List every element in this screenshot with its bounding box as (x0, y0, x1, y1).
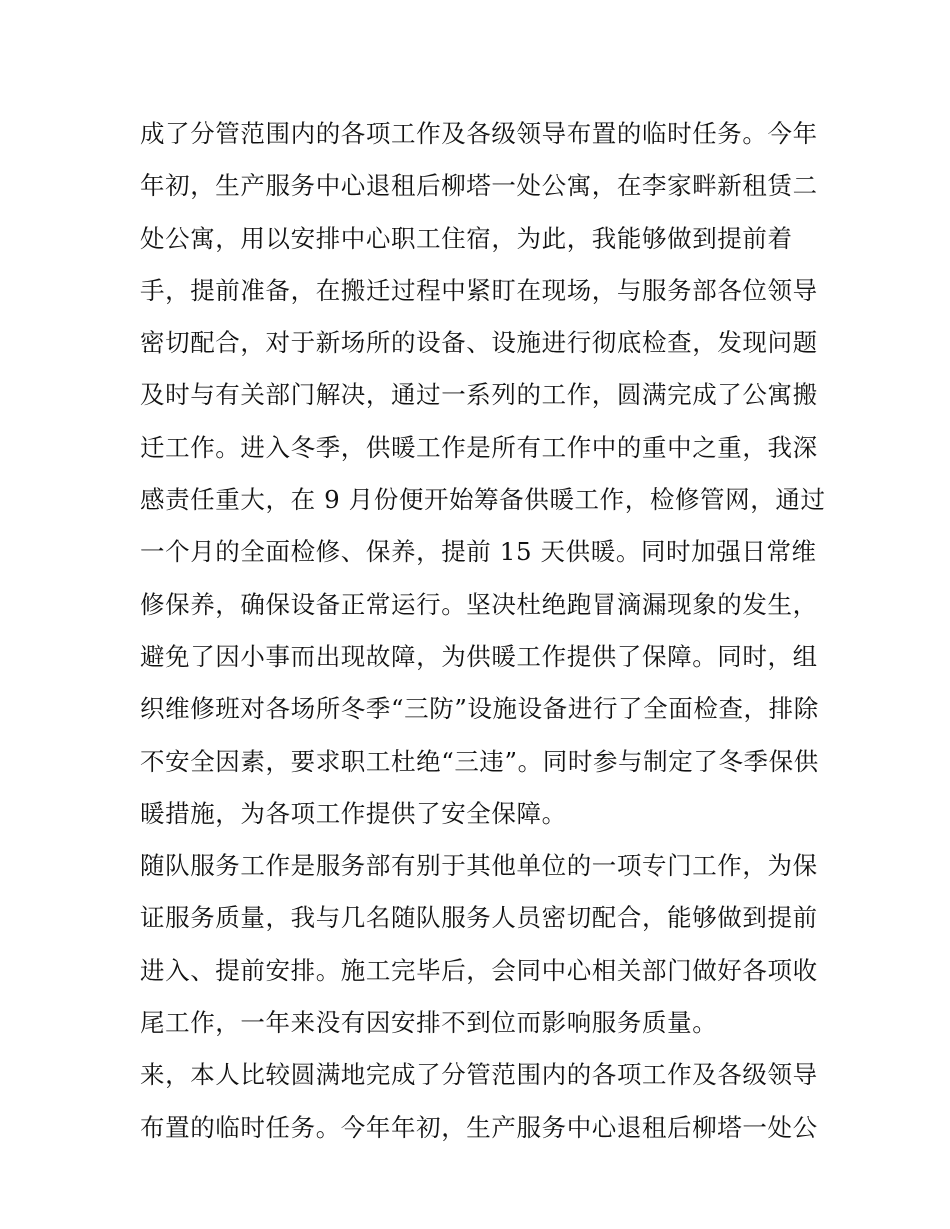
text-line: 及时与有关部门解决，通过一系列的工作，圆满完成了公寓搬 (140, 380, 818, 410)
text-line: 年初，生产服务中心退租后柳塔一处公寓，在李家畔新租赁二 (140, 171, 818, 201)
text-line: 证服务质量，我与几名随队服务人员密切配合，能够做到提前 (140, 903, 818, 933)
body-text (140, 108, 826, 1154)
text-line: 感责任重大，在 9 月份便开始筹备供暖工作，检修管网，通过 (140, 485, 826, 515)
text-line: 迁工作。进入冬季，供暖工作是所有工作中的重中之重，我深 (140, 432, 818, 462)
text-line: 成了分管范围内的各项工作及各级领导布置的临时任务。今年 (140, 119, 818, 148)
text-line: 手，提前准备，在搬迁过程中紧盯在现场，与服务部各位领导 (140, 275, 818, 305)
text-line: 一个月的全面检修、保养，提前 15 天供暖。同时加强日常维 (140, 537, 817, 567)
text-line: 进入、提前安排。施工完毕后，会同中心相关部门做好各项收 (140, 955, 818, 985)
text-line: 修保养，确保设备正常运行。坚决杜绝跑冒滴漏现象的发生， (140, 589, 818, 619)
text-line: 密切配合，对于新场所的设备、设施进行彻底检查，发现问题 (140, 328, 818, 358)
text-line: 避免了因小事而出现故障，为供暖工作提供了保障。同时，组 (140, 641, 818, 671)
text-line: 随队服务工作是服务部有别于其他单位的一项专门工作，为保 (140, 851, 818, 881)
text-line: 布置的临时任务。今年年初，生产服务中心退租后柳塔一处公 (140, 1112, 818, 1142)
text-line: 不安全因素，要求职工杜绝“三违”。同时参与制定了冬季保供 (140, 746, 819, 776)
text-line: 织维修班对各场所冬季“三防”设施设备进行了全面检查，排除 (140, 694, 819, 724)
text-line: 暖措施，为各项工作提供了安全保障。 (140, 798, 567, 828)
text-line: 处公寓，用以安排中心职工住宿，为此，我能够做到提前着 (140, 223, 793, 253)
text-line: 来，本人比较圆满地完成了分管范围内的各项工作及各级领导 (140, 1060, 818, 1090)
text-line: 尾工作，一年来没有因安排不到位而影响服务质量。 (140, 1008, 718, 1038)
